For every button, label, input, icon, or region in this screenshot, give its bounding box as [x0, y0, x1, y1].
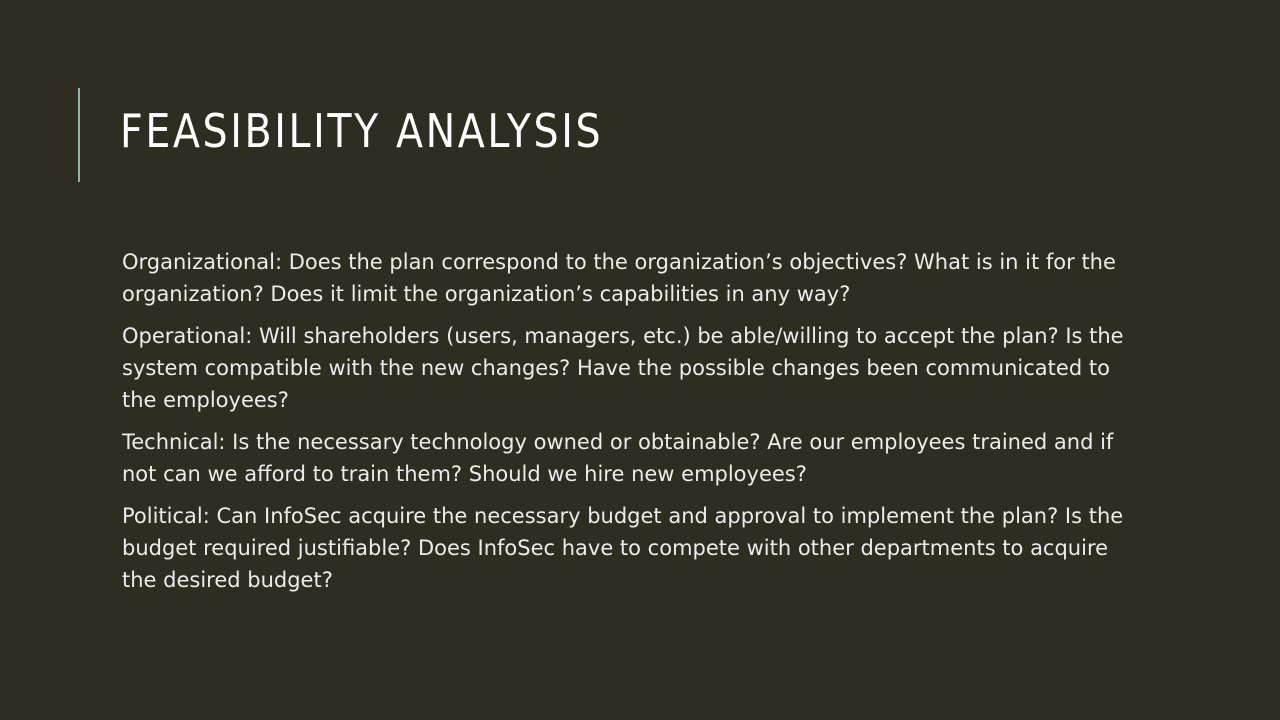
paragraph-organizational: Organizational: Does the plan correspond to the organization’s objectives? What is in it for the organization? Does it limit the organization’s capabilities in any way? [122, 250, 1116, 306]
paragraph-operational: Operational: Will shareholders (users, managers, etc.) be able/willing to accept the plan? Is the system compatible with the new changes? Have the possible changes been communicated to the employees? [122, 324, 1124, 412]
slide-title: FEASIBILITY ANALYSIS [120, 104, 604, 158]
paragraph-political: Political: Can InfoSec acquire the necessary budget and approval to implement the plan? Is the budget required justifiable? Does InfoSec have to compete with other departments to acquire the desired budget? [122, 504, 1124, 592]
paragraph-technical: Technical: Is the necessary technology owned or obtainable? Are our employees trained and if not can we afford to train them? Should we hire new employees? [122, 430, 1114, 486]
slide-body [122, 246, 1142, 606]
title-accent-bar [78, 88, 80, 182]
